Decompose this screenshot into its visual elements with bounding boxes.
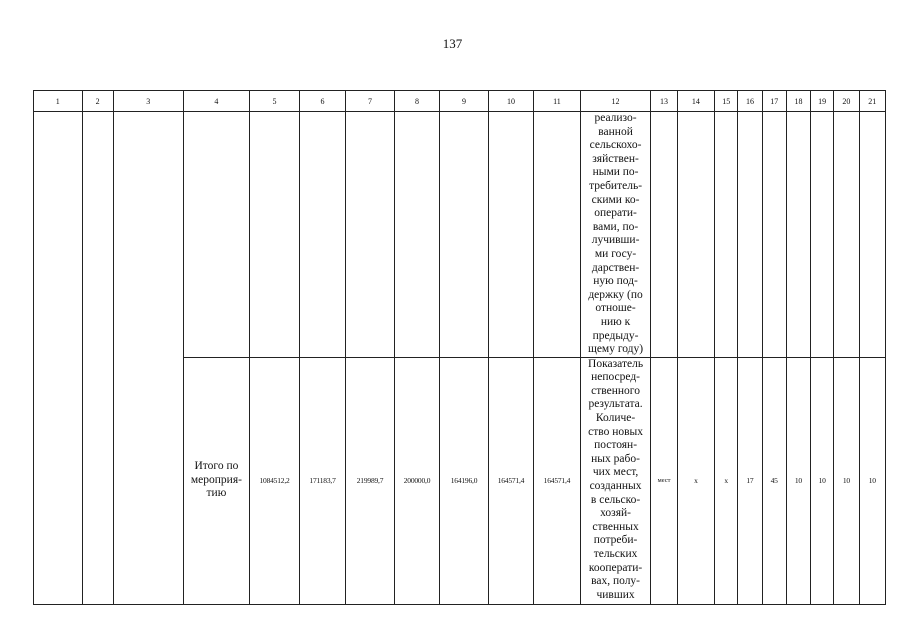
text-line: мероприя- [190,473,242,486]
value-col9: 164196,0 [440,357,489,604]
header-cell: 3 [113,91,183,112]
cell-col4 [183,112,250,358]
header-cell: 7 [346,91,395,112]
header-cell: 10 [488,91,533,112]
text-line: Показатель [588,357,644,370]
text-line: результата. [588,398,643,411]
header-cell: 11 [534,91,580,112]
value-col16: 17 [738,357,762,604]
header-cell: 15 [715,91,738,112]
text-line: ных рабо- [591,452,640,465]
text-line: ственных [592,520,639,533]
text-line: сельскохо- [589,139,642,152]
text-line: хозяй- [600,507,631,520]
header-cell: 2 [82,91,113,112]
text-line: тию [206,487,227,500]
cell-col6 [299,112,345,358]
text-line: отноше- [595,302,636,315]
value-col11: 164571,4 [534,357,580,604]
cell-col14 [677,112,714,358]
indicator-text [581,358,651,603]
page-number: 137 [442,36,463,51]
header-cell: 17 [762,91,786,112]
total-label [184,460,250,501]
value-col19: 10 [811,357,834,604]
text-line: операти- [594,207,637,220]
header-cell: 9 [440,91,489,112]
total-label-cell [183,357,250,604]
text-line: лучивши- [591,234,640,247]
value-col14: x [677,357,714,604]
text-line: ную под- [593,275,638,288]
cell-col17 [762,112,786,358]
cell-col7 [346,112,395,358]
indicator-text-cell [580,112,651,358]
cell-col9 [440,112,489,358]
text-line: чивших [596,588,635,601]
text-line: вами, по- [592,220,639,233]
cell-col8 [394,112,439,358]
header-cell: 21 [859,91,885,112]
header-cell: 14 [677,91,714,112]
cell-col21 [859,112,885,358]
text-line: скими ко- [591,193,640,206]
value-col10: 164571,4 [488,357,533,604]
indicator-text-cell [580,357,651,604]
cell-col2 [82,112,113,605]
text-line: ство новых [588,425,644,438]
cell-col19 [811,112,834,358]
text-line: созданных [589,480,642,493]
header-cell: 6 [299,91,345,112]
text-line: тельских [593,548,638,560]
cell-col20 [834,112,859,358]
text-line: вах, полу- [591,575,641,588]
text-line: потреби- [593,534,638,547]
value-col7: 219989,7 [346,357,395,604]
header-cell: 18 [786,91,810,112]
text-line: Количе- [595,412,636,425]
text-line: реализо- [594,112,637,124]
cell-col18 [786,112,810,358]
value-col18: 10 [786,357,810,604]
text-line: непосред- [591,371,641,384]
header-cell: 16 [738,91,762,112]
cell-col5 [250,112,300,358]
data-table [33,90,886,605]
text-line: нию к [600,315,631,328]
header-cell: 1 [34,91,83,112]
header-cell: 8 [394,91,439,112]
value-col20: 10 [834,357,859,604]
table-row [34,112,886,358]
cell-col16 [738,112,762,358]
header-row [34,91,886,112]
text-line: дарствен- [591,261,640,274]
header-cell: 12 [580,91,651,112]
indicator-text [581,112,651,357]
text-line: щему году) [587,343,644,356]
cell-col1 [34,112,83,605]
text-line: требитель- [589,179,643,192]
text-line: ственного [591,384,640,397]
unit-col13: мест [651,357,677,604]
cell-col3 [113,112,183,605]
cell-col10 [488,112,533,358]
text-line: Итого по [194,460,239,473]
value-col15: x [715,357,738,604]
text-line: ными по- [592,166,639,179]
text-line: ванной [598,125,633,138]
header-cell: 20 [834,91,859,112]
header-cell: 13 [651,91,677,112]
value-col6: 171183,7 [299,357,345,604]
cell-col15 [715,112,738,358]
cell-col13 [651,112,677,358]
text-line: зяйствен- [592,152,639,165]
text-line: предыду- [592,329,639,342]
value-col8: 200000,0 [394,357,439,604]
text-line: чих мест, [592,466,639,479]
value-col17: 45 [762,357,786,604]
header-cell: 19 [811,91,834,112]
text-line: кооперати- [588,561,643,574]
header-cell: 5 [250,91,300,112]
text-line: держку (по [588,288,643,301]
text-line: постоян- [594,439,638,452]
text-line: ми госу- [594,247,637,260]
text-line: в сельско- [590,493,641,506]
cell-col11 [534,112,580,358]
value-col5: 1084512,2 [250,357,300,604]
header-cell: 4 [183,91,250,112]
value-col21: 10 [859,357,885,604]
